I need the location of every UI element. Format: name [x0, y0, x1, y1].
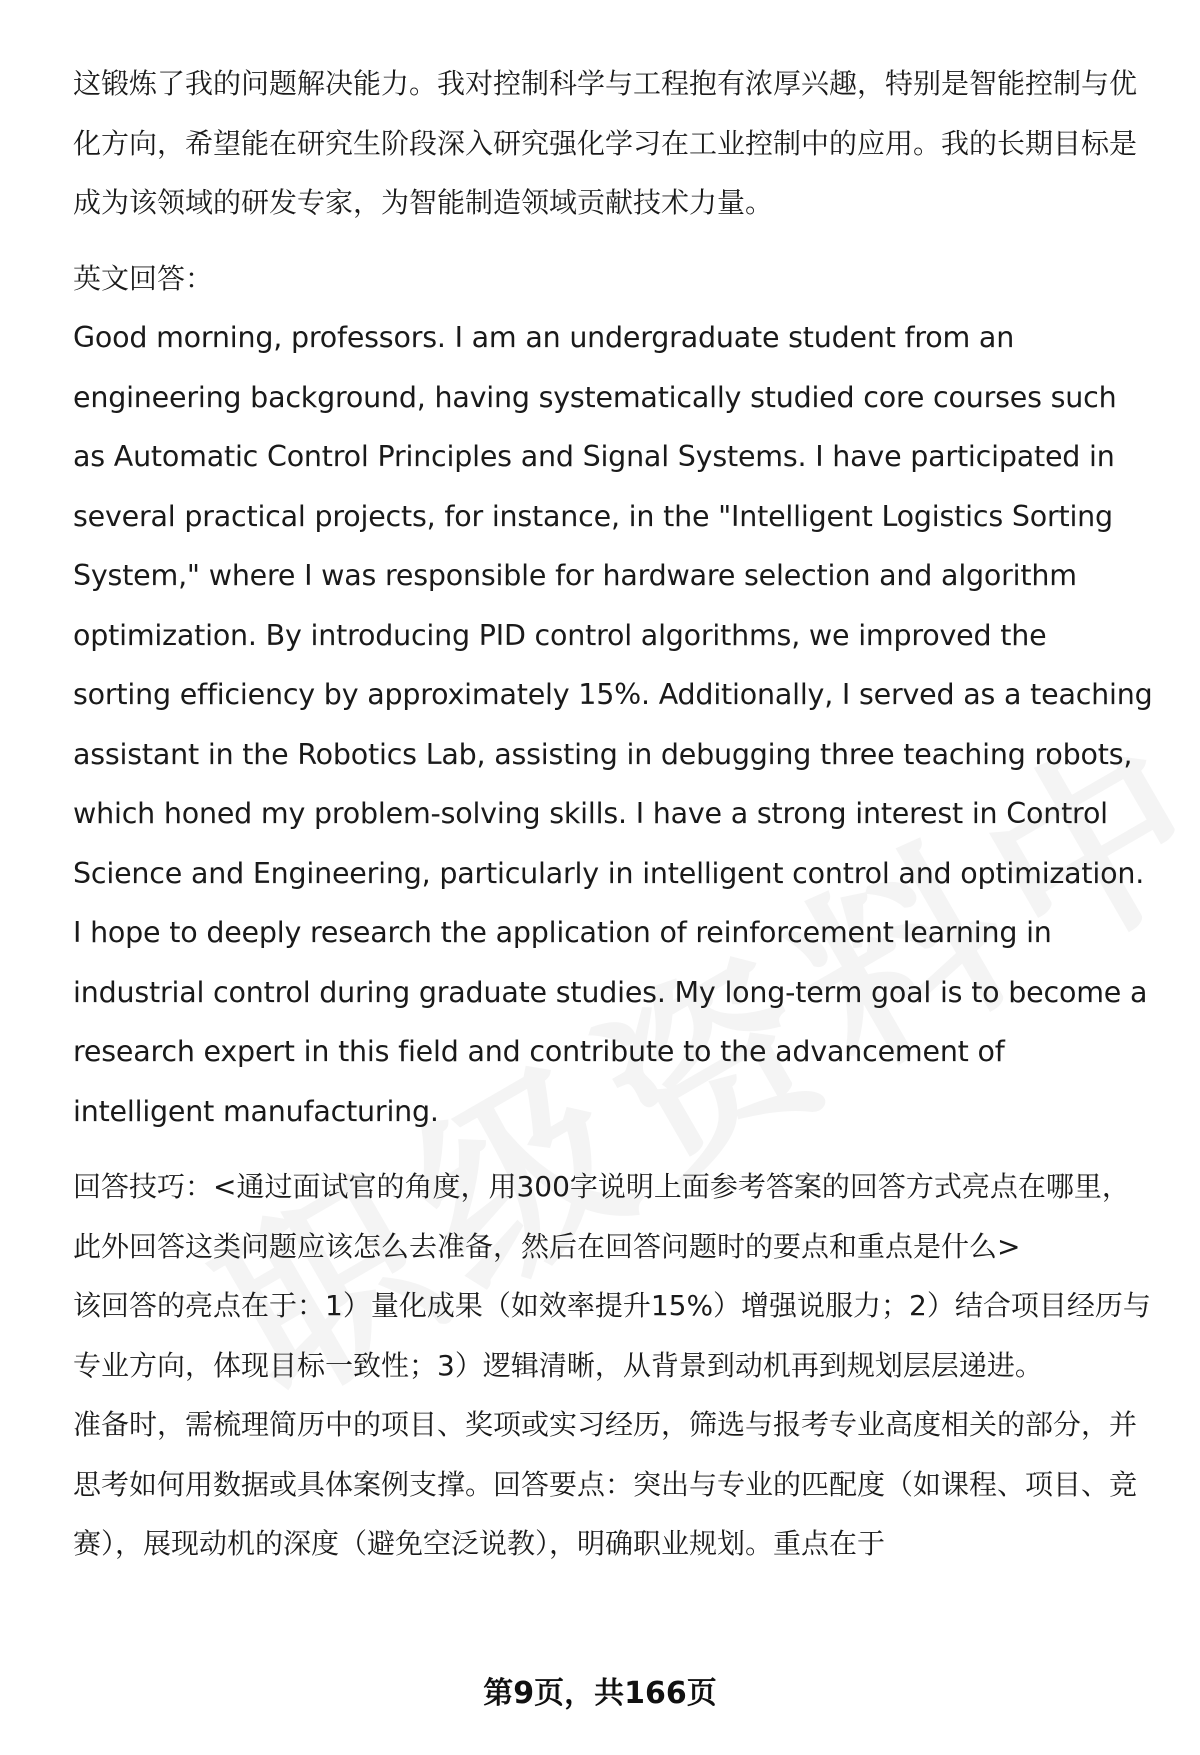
english-answer-heading: 英文回答： — [73, 261, 214, 295]
spacer — [73, 233, 1153, 249]
cn-continuation-paragraph: 这锻炼了我的问题解决能力。我对控制科学与工程抱有浓厚兴趣，特别是智能控制与优化方向，希望能在研究生阶段深入研究强化学习在工业控制中的应用。我的长期目标是成为该领域的研发专家，为智能制造领域贡献技术力量。 — [73, 67, 1138, 219]
tips-preparation-paragraph: 准备时，需梳理简历中的项目、奖项或实习经历，筛选与报考专业高度相关的部分，并思考如何用数据或具体案例支撑。回答要点：突出与专业的匹配度（如课程、项目、竞赛），展现动机的深度（避免空泛说教），明确职业规划。重点在于 — [73, 1408, 1138, 1560]
english-answer-paragraph: Good morning, professors. I am an undergraduate student from an engineering background, having systematically studied core courses such as Automatic Control Principles and Signal Systems. I have participated in several practical projects, for instance, in the "Intelligent Logistics Sorting System," where I was responsible for hardware selection and algorithm optimization. By introducing PID control algorithms, we improved the sorting efficiency by approximately 15%. Additionally, I served as a teaching assistant in the Robotics Lab, assisting in debugging three teaching robots, which honed my problem-solving skills. I have a strong interest in Control Science and Engineering, particularly in intelligent control and optimization. I hope to deeply research the application of reinforcement learning in industrial control during graduate studies. My long-term goal is to become a research expert in this field and contribute to the advancement of intelligent manufacturing. — [73, 321, 1153, 1128]
tips-intro-paragraph: 回答技巧：<通过面试官的角度，用300字说明上面参考答案的回答方式亮点在哪里，此外回答这类问题应该怎么去准备，然后在回答问题时的要点和重点是什么> — [73, 1170, 1130, 1263]
page-number: 第9页，共166页 — [483, 1676, 717, 1711]
spacer — [73, 1141, 1153, 1157]
page-content — [73, 54, 1153, 1574]
tips-highlights-paragraph: 该回答的亮点在于：1）量化成果（如效率提升15%）增强说服力；2）结合项目经历与专业方向，体现目标一致性；3）逻辑清晰，从背景到动机再到规划层层递进。 — [73, 1289, 1151, 1382]
